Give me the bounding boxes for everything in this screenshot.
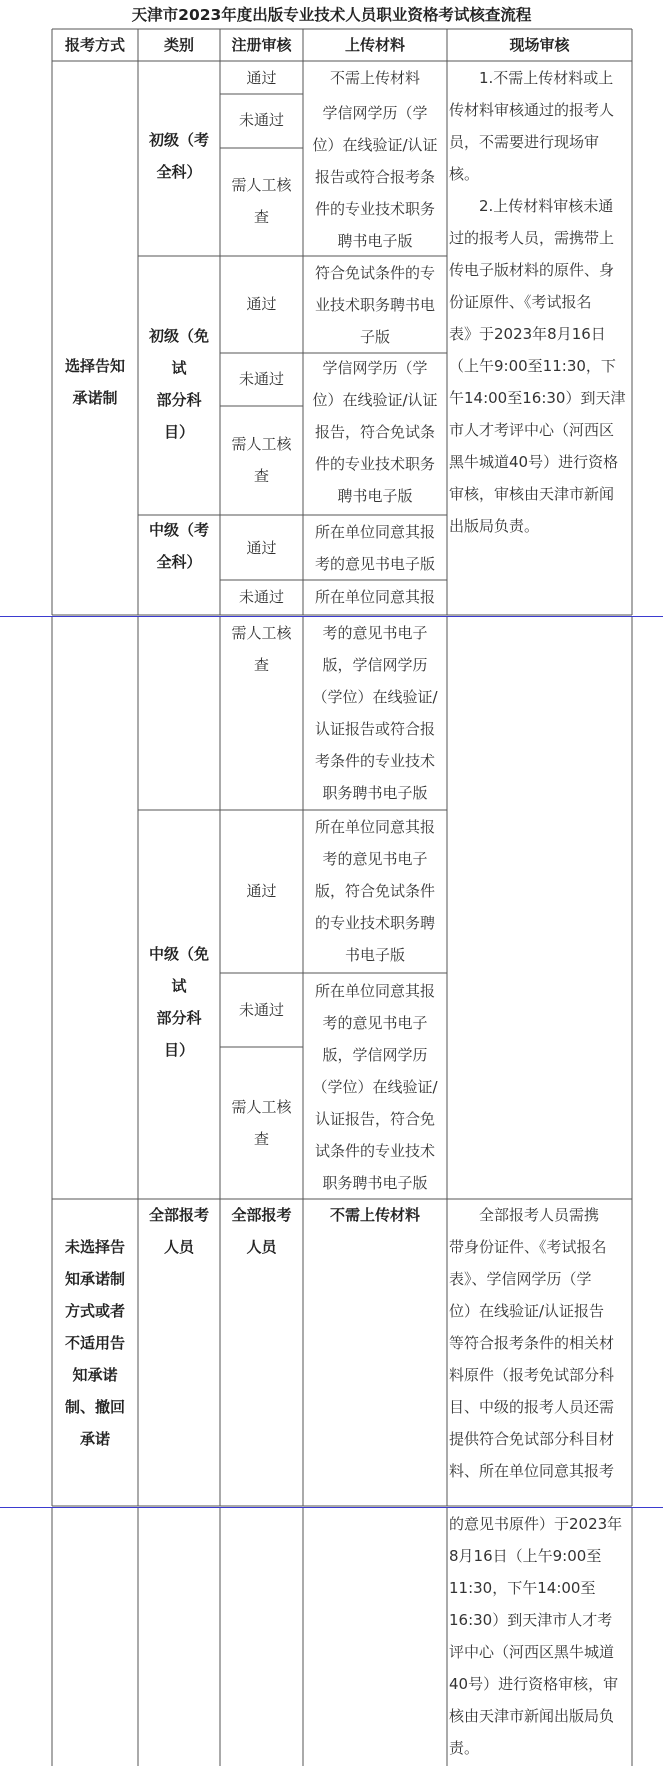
upload-line: 聘书电子版 (337, 232, 413, 250)
header-upload-materials: 上传材料 (344, 36, 405, 54)
onsite-line: 的意见书原件）于2023年 (449, 1515, 623, 1533)
category-line: 中级（免 (148, 945, 209, 963)
upload-none-all: 不需上传材料 (329, 1206, 420, 1224)
upload-line: 学信网学历（学 (322, 104, 428, 122)
page-title: 天津市2023年度出版专业技术人员职业资格考试核查流程 (131, 6, 532, 24)
onsite-line: 表》、学信网学历（学 (449, 1270, 592, 1288)
upload-mid-full-pass (303, 516, 447, 580)
upload-junior-exempt-pass (303, 257, 447, 353)
header-registration-review: 注册审核 (231, 36, 292, 54)
category-line: 部分科 (156, 391, 202, 409)
category-line: 部分科 (156, 1009, 202, 1027)
mode-line: 方式或者 (64, 1302, 125, 1320)
header-category: 类别 (163, 36, 194, 54)
upload-line: 考的意见书电子版 (314, 555, 435, 573)
onsite-line: 员，不需要进行现场审 (449, 133, 600, 151)
header-mode: 报考方式 (64, 36, 125, 54)
upload-line: 子版 (359, 328, 390, 346)
onsite-line: 黑牛城道40号）进行资格 (449, 453, 619, 471)
upload-junior-exempt-other (303, 352, 447, 512)
mode-line: 制、撤回 (64, 1398, 125, 1416)
onsite-line: 8月16日（上午9:00至 (449, 1547, 602, 1565)
onsite-line: 表》于2023年8月16日 (449, 325, 606, 343)
mode-line: 不适用告 (64, 1334, 125, 1352)
onsite-line: （上午9:00至11:30，下 (449, 357, 616, 375)
onsite-line: 传电子版材料的原件、身 (449, 261, 615, 279)
upload-line: 所在单位同意其报 (314, 588, 435, 606)
review-pass: 通过 (246, 882, 277, 900)
review-line: 人员 (246, 1238, 277, 1256)
mode-line: 承诺 (79, 1430, 110, 1448)
review-fail: 未通过 (238, 111, 284, 129)
mode-line: 知承诺制 (64, 1270, 125, 1288)
category-junior-full (138, 124, 220, 188)
upload-line: 版，学信网学历 (322, 1046, 428, 1064)
category-line: 全部报考 (148, 1206, 209, 1224)
upload-line: 业技术职务聘书电 (314, 296, 435, 314)
mode-commitment-line: 承诺制 (72, 389, 118, 407)
category-line: 人员 (163, 1238, 194, 1256)
onsite-line: 评中心（河西区黑牛城道 (449, 1643, 615, 1661)
onsite-line: 核由天津市新闻出版局负 (449, 1707, 615, 1725)
onsite-line: 份证原件、《考试报名 (449, 293, 592, 311)
onsite-line: 等符合报考条件的相关材 (449, 1334, 615, 1352)
onsite-line: 1.不需上传材料或上 (449, 69, 614, 87)
header-onsite-review: 现场审核 (509, 36, 570, 54)
upload-line: 所在单位同意其报 (314, 818, 435, 836)
upload-line: 报告或符合报考条 (314, 168, 435, 186)
review-line: 需人工核 (231, 624, 292, 642)
onsite-line: 料原件（报考免试部分科 (449, 1366, 615, 1384)
review-line: 需人工核 (231, 176, 292, 194)
review-line: 查 (253, 656, 269, 674)
review-fail: 未通过 (238, 370, 284, 388)
review-line: 需人工核 (231, 435, 292, 453)
review-line: 查 (253, 467, 269, 485)
category-mid-exempt (138, 938, 220, 1066)
upload-line: 件的专业技术职务 (314, 200, 435, 218)
upload-line: 聘书电子版 (337, 487, 413, 505)
mode-commitment (52, 350, 138, 414)
category-mid-full (138, 514, 220, 578)
upload-line: 符合免试条件的专 (314, 264, 435, 282)
category-line: 全科） (156, 163, 202, 181)
category-line: 试 (171, 359, 187, 377)
review-pass: 通过 (246, 69, 277, 87)
category-line: 初级（考 (148, 131, 209, 149)
category-line: 试 (171, 977, 187, 995)
category-line: 目） (163, 423, 194, 441)
upload-none: 不需上传材料 (329, 69, 420, 87)
review-pass: 通过 (246, 539, 277, 557)
review-line: 查 (253, 1130, 269, 1148)
upload-line: （学位）在线验证/ (312, 1078, 438, 1096)
review-line: 全部报考 (231, 1206, 292, 1224)
upload-line: 认证报告，符合免 (314, 1110, 435, 1128)
review-line: 需人工核 (231, 1098, 292, 1116)
category-line: 目） (163, 1041, 194, 1059)
upload-line: 版，学信网学历 (322, 656, 428, 674)
onsite-line: 传材料审核通过的报考人 (449, 101, 615, 119)
upload-junior-full-other (303, 97, 447, 257)
review-all-applicants (220, 1199, 303, 1263)
onsite-line: 料、所在单位同意其报考 (449, 1462, 615, 1480)
onsite-line: 目、中级的报考人员还需 (449, 1398, 615, 1416)
onsite-review-all (449, 1199, 632, 1487)
upload-line: 考的意见书电子 (322, 850, 428, 868)
onsite-line: 核。 (449, 165, 480, 183)
review-manual (220, 1091, 303, 1155)
mode-commitment-line: 选择告知 (64, 357, 125, 375)
category-line: 初级（免 (148, 327, 209, 345)
upload-line: 位）在线验证/认证 (312, 391, 438, 409)
mode-no-commitment (52, 1231, 138, 1455)
onsite-line: 全部报考人员需携 (449, 1206, 600, 1224)
onsite-line: 16:30）到天津市人才考 (449, 1611, 613, 1629)
upload-mid-full-other-cont (303, 617, 447, 809)
upload-line: 试条件的专业技术 (314, 1142, 435, 1160)
onsite-line: 位）在线验证/认证报告 (449, 1302, 605, 1320)
upload-line: 所在单位同意其报 (314, 982, 435, 1000)
onsite-line: 提供符合免试部分科目材 (449, 1430, 615, 1448)
upload-line: 报告，符合免试条 (314, 423, 435, 441)
onsite-line: 午14:00至16:30）到天津 (449, 389, 626, 407)
review-fail: 未通过 (238, 588, 284, 606)
upload-line: 认证报告或符合报 (314, 720, 435, 738)
upload-mid-exempt-pass (303, 811, 447, 971)
category-line: 全科） (156, 553, 202, 571)
onsite-line: 40号）进行资格审核，审 (449, 1675, 619, 1693)
upload-line: 考的意见书电子 (322, 1014, 428, 1032)
review-fail: 未通过 (238, 1001, 284, 1019)
category-junior-exempt (138, 320, 220, 448)
review-manual (220, 428, 303, 492)
mode-line: 未选择告 (64, 1238, 125, 1256)
upload-line: 版，符合免试条件 (314, 882, 435, 900)
onsite-line: 审核，审核由天津市新闻 (449, 485, 615, 503)
review-manual (220, 617, 303, 681)
upload-line: 学信网学历（学 (322, 359, 428, 377)
review-manual (220, 169, 303, 233)
category-line: 中级（考 (148, 521, 209, 539)
upload-line: 所在单位同意其报 (314, 523, 435, 541)
upload-line: 考的意见书电子 (322, 624, 428, 642)
upload-mid-exempt-other (303, 975, 447, 1199)
onsite-line: 过的报考人员，需携带上 (449, 229, 615, 247)
review-pass: 通过 (246, 295, 277, 313)
onsite-line: 出版局负责。 (449, 517, 540, 535)
upload-line: （学位）在线验证/ (312, 688, 438, 706)
category-all-applicants (138, 1199, 220, 1263)
onsite-line: 带身份证件、《考试报名 (449, 1238, 607, 1256)
onsite-line: 市人才考评中心（河西区 (449, 421, 615, 439)
upload-line: 职务聘书电子版 (322, 1174, 428, 1192)
review-line: 查 (253, 208, 269, 226)
upload-line: 位）在线验证/认证 (312, 136, 438, 154)
upload-line: 的专业技术职务聘 (314, 914, 435, 932)
upload-mid-full-other (303, 581, 447, 613)
upload-line: 件的专业技术职务 (314, 455, 435, 473)
onsite-line: 11:30，下午14:00至 (449, 1579, 596, 1597)
onsite-line: 2.上传材料审核未通 (449, 197, 614, 215)
upload-line: 职务聘书电子版 (322, 784, 428, 802)
upload-line: 考条件的专业技术 (314, 752, 435, 770)
upload-line: 书电子版 (344, 946, 405, 964)
onsite-review-commitment (449, 62, 632, 542)
onsite-review-all-cont (449, 1508, 632, 1764)
mode-line: 知承诺 (72, 1366, 118, 1384)
onsite-line: 责。 (449, 1739, 480, 1757)
